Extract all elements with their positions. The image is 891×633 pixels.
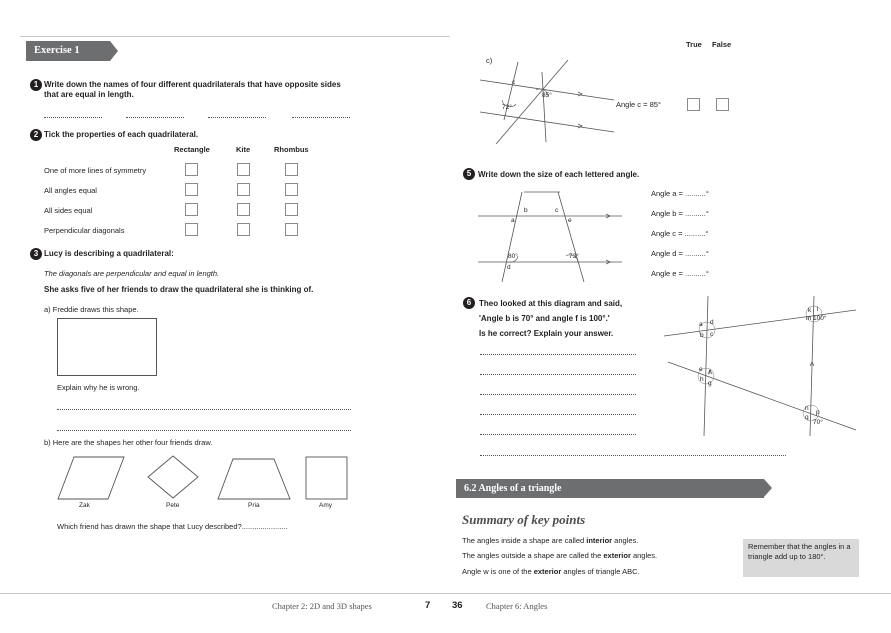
label-amy: Amy	[319, 502, 332, 509]
summary-title: Summary of key points	[462, 512, 586, 527]
q3-explain: Explain why he is wrong.	[57, 383, 140, 392]
summary-line-2	[462, 551, 657, 561]
question-number-5: 5	[463, 168, 475, 180]
tick-box[interactable]	[285, 223, 298, 236]
label-pete: Pete	[166, 502, 180, 509]
col-rectangle: Rectangle	[174, 145, 210, 154]
reminder-note: Remember that the angles in a triangle add up to 180°.	[743, 539, 859, 577]
q5-label-73: 73°	[569, 253, 579, 260]
footer-left-page-number: 7	[425, 600, 431, 611]
row-symmetry: One of more lines of symmetry	[44, 166, 147, 175]
q6-answer-line-5[interactable]	[480, 434, 636, 435]
tick-box[interactable]	[237, 163, 250, 176]
summary-line-1-b: interior	[586, 536, 613, 545]
q4c-angle-85: 85°	[542, 92, 552, 99]
q1-answer-line-1[interactable]	[44, 117, 102, 118]
q5-label-a: a	[511, 217, 515, 224]
tick-box[interactable]	[285, 183, 298, 196]
pete-rhombus	[148, 456, 198, 498]
row-sides-equal: All sides equal	[44, 206, 93, 215]
summary-line-3-a: Angle w is one of the	[462, 567, 534, 576]
q5-label-80: 80°	[508, 253, 518, 260]
row-angles-equal: All angles equal	[44, 186, 97, 195]
q6-label-b: b	[700, 332, 704, 339]
summary-line-1-a: The angles inside a shape are called	[462, 536, 587, 545]
q5-label-e: e	[568, 217, 572, 224]
q6-label-p: p	[816, 409, 820, 416]
q1-text-line1: Write down the names of four different quadrilaterals that have opposite sides	[44, 80, 341, 89]
q6-answer-line-2[interactable]	[480, 374, 636, 375]
summary-line-2-b: exterior	[603, 551, 631, 560]
tick-box[interactable]	[185, 223, 198, 236]
pria-trapezoid	[218, 459, 290, 499]
q1-answer-line-2[interactable]	[126, 117, 184, 118]
q4c-angle-c: c	[512, 79, 516, 86]
footer-divider	[0, 593, 891, 594]
summary-line-3-c: angles of triangle ABC.	[561, 567, 640, 576]
q5-label-d: d	[507, 264, 511, 271]
q3-which-friend: Which friend has drawn the shape that Lucy described?......................	[57, 522, 288, 531]
question-number-6: 6	[463, 297, 475, 309]
q6-line2: 'Angle b is 70° and angle f is 100°.'	[479, 314, 610, 323]
q5-answer-c[interactable]: Angle c = ..........°	[651, 229, 709, 238]
q3-instruction: She asks five of her friends to draw the quadrilateral she is thinking of.	[44, 285, 314, 294]
q6-label-n: n	[805, 405, 809, 412]
q1-answer-line-3[interactable]	[208, 117, 266, 118]
q5-answer-b[interactable]: Angle b = ..........°	[651, 209, 709, 218]
q5-answer-a[interactable]: Angle a = ..........°	[651, 189, 709, 198]
q3-quote: The diagonals are perpendicular and equal in length.	[44, 269, 220, 278]
q6-answer-line-3[interactable]	[480, 394, 636, 395]
q6-label-c: c	[710, 331, 714, 338]
top-divider	[20, 36, 450, 37]
question-number-3: 3	[30, 248, 42, 260]
q3-part-a: a) Freddie draws this shape.	[44, 305, 139, 314]
q6-label-f: f	[709, 369, 711, 376]
summary-line-3	[462, 567, 640, 577]
q3-part-b: b) Here are the shapes her other four friends draw.	[44, 438, 213, 447]
true-header: True	[686, 40, 702, 49]
false-box[interactable]	[716, 98, 729, 111]
q5-diagram	[476, 186, 626, 286]
q6-label-d: d	[710, 319, 714, 326]
q6-label-q: q	[805, 414, 809, 421]
question-number-1: 1	[30, 79, 42, 91]
q6-label-m: m	[806, 315, 812, 322]
q3-text: Lucy is describing a quadrilateral:	[44, 249, 174, 258]
q5-text: Write down the size of each lettered angle.	[478, 170, 640, 179]
tick-box[interactable]	[237, 223, 250, 236]
q6-line1: Theo looked at this diagram and said,	[479, 299, 623, 308]
q4c-angle-72: 72°	[502, 104, 512, 111]
footer-right-chapter: Chapter 6: Angles	[486, 601, 548, 611]
q6-answer-line-4[interactable]	[480, 414, 636, 415]
label-zak: Zak	[79, 502, 90, 509]
q4c-label: c)	[486, 56, 493, 65]
footer-left-chapter: Chapter 2: 2D and 3D shapes	[272, 601, 372, 611]
q6-label-l: l	[817, 306, 819, 313]
q3-answer-line-1[interactable]	[57, 409, 351, 410]
q6-label-100: 100°	[813, 315, 827, 322]
amy-square	[306, 457, 347, 499]
q6-answer-line-6[interactable]	[480, 455, 786, 456]
freddie-rectangle	[57, 318, 157, 376]
col-rhombus: Rhombus	[274, 145, 309, 154]
q5-answer-e[interactable]: Angle e = ..........°	[651, 269, 709, 278]
q1-answer-line-4[interactable]	[292, 117, 350, 118]
q1-text-line2: that are equal in length.	[44, 90, 134, 99]
label-pria: Pria	[248, 502, 260, 509]
tick-box[interactable]	[285, 203, 298, 216]
true-box[interactable]	[687, 98, 700, 111]
summary-line-1-c: angles.	[612, 536, 639, 545]
friends-shapes	[50, 452, 360, 514]
row-perpendicular: Perpendicular diagonals	[44, 226, 125, 235]
q6-answer-line-1[interactable]	[480, 354, 636, 355]
q6-diagram	[662, 290, 860, 440]
q6-label-70: 70°	[813, 419, 823, 426]
col-kite: Kite	[236, 145, 251, 154]
q3-answer-line-2[interactable]	[57, 430, 351, 431]
tick-box[interactable]	[185, 183, 198, 196]
exercise-tab: Exercise 1	[26, 41, 110, 61]
summary-line-1	[462, 536, 638, 546]
false-header: False	[712, 40, 732, 49]
summary-line-2-a: The angles outside a shape are called the	[462, 551, 604, 560]
q6-label-k: k	[808, 307, 812, 314]
summary-line-3-b: exterior	[533, 567, 562, 576]
q6-label-a: a	[699, 321, 703, 328]
tick-box[interactable]	[285, 163, 298, 176]
section-tab: 6.2 Angles of a triangle	[456, 479, 764, 498]
q5-answer-d[interactable]: Angle d = ..........°	[651, 249, 709, 258]
q6-label-h: h	[700, 376, 704, 383]
question-number-2: 2	[30, 129, 42, 141]
q5-label-b: b	[524, 207, 528, 214]
q2-text: Tick the properties of each quadrilateral.	[44, 130, 199, 139]
q6-label-g: g	[708, 380, 712, 387]
tick-box[interactable]	[237, 203, 250, 216]
summary-line-2-c: angles.	[630, 551, 658, 560]
q6-label-e: e	[699, 366, 703, 373]
tick-box[interactable]	[237, 183, 250, 196]
q6-line3: Is he correct? Explain your answer.	[479, 329, 614, 338]
footer-right-page-number: 36	[452, 600, 463, 611]
tick-box[interactable]	[185, 203, 198, 216]
zak-parallelogram	[58, 457, 124, 499]
q4c-statement: Angle c = 85°	[616, 100, 661, 109]
tick-box[interactable]	[185, 163, 198, 176]
q5-label-c: c	[555, 207, 559, 214]
